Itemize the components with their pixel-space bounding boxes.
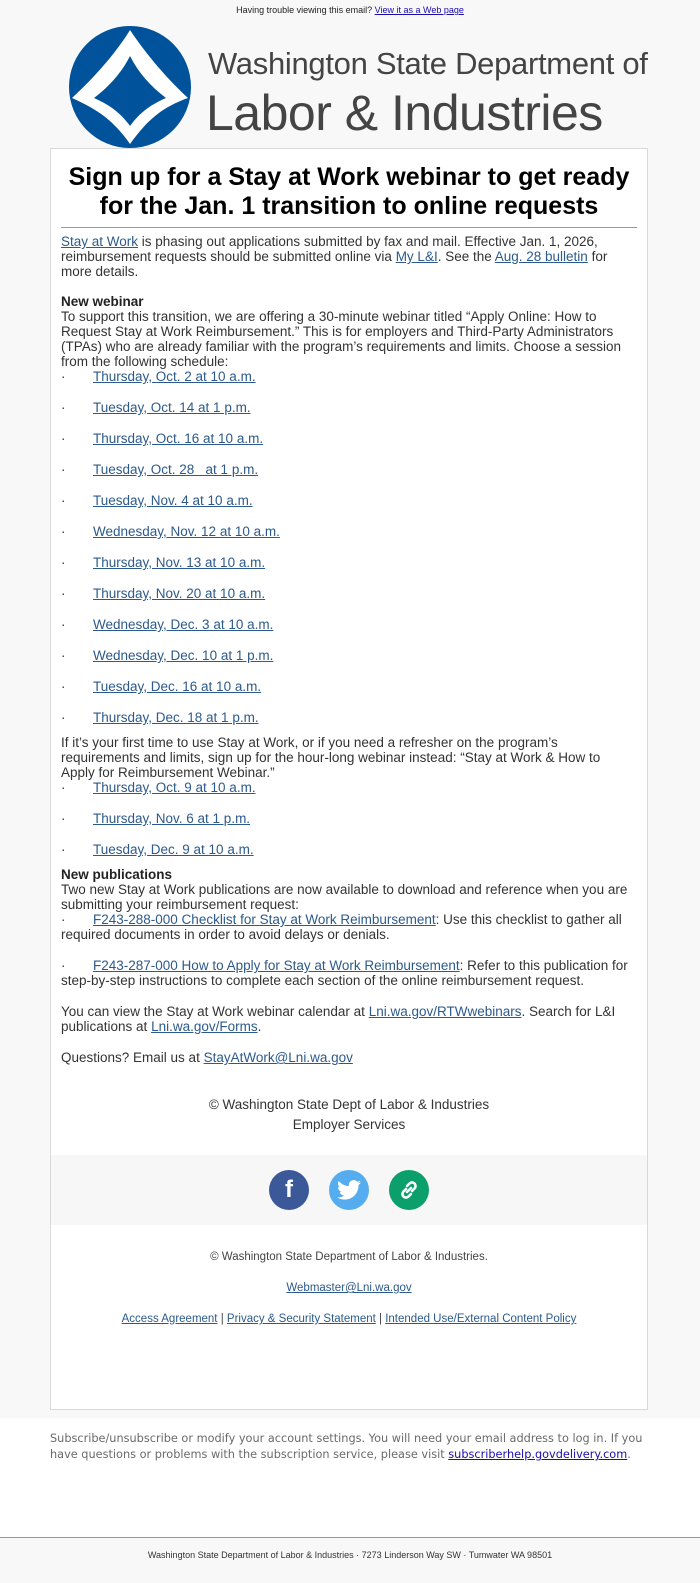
publication-item-checklist <box>61 912 637 942</box>
my-lni-link[interactable]: My L&I <box>395 249 438 264</box>
session-item <box>61 842 637 857</box>
session-link[interactable]: Thursday, Nov. 6 at 1 p.m. <box>93 811 251 826</box>
session-link[interactable]: Thursday, Nov. 13 at 10 a.m. <box>93 555 266 570</box>
bullet: · <box>61 811 66 826</box>
list-spacer <box>61 508 637 524</box>
aug-28-bulletin-link[interactable]: Aug. 28 bulletin <box>494 249 588 264</box>
refresher-paragraph: If it’s your first time to use Stay at Work, or if you need a refresher on the program’s requirements and limits, sign up for the hour-long webinar instead: “Stay at Work & How to Apply for Reimbursement Webinar.” <box>61 735 601 780</box>
facebook-icon[interactable] <box>269 1170 309 1210</box>
list-spacer <box>61 384 637 400</box>
sender-footer <box>51 1095 647 1135</box>
chain-link-icon <box>397 1178 421 1202</box>
session-link[interactable]: Thursday, Nov. 20 at 10 a.m. <box>93 586 266 601</box>
footer-copyright: © Washington State Dept of Labor & Industries <box>208 1097 490 1112</box>
publications-paragraph: Two new Stay at Work publications are now available to download and reference when you are submitting your reimbursement request: <box>61 882 628 912</box>
webinar-session-list <box>61 369 637 725</box>
social-bar <box>51 1155 647 1225</box>
session-item <box>61 431 637 446</box>
how-to-apply-publication-link[interactable]: F243-287-000 How to Apply for Stay at Work Reimbursement <box>93 958 460 973</box>
session-link[interactable]: Thursday, Oct. 16 at 10 a.m. <box>93 431 264 446</box>
calendar-paragraph <box>61 1004 637 1034</box>
session-link[interactable]: Thursday, Dec. 18 at 1 p.m. <box>93 710 259 725</box>
bullet: · <box>61 369 66 384</box>
checklist-publication-link[interactable]: F243-288-000 Checklist for Stay at Work Reimbursement <box>93 912 436 927</box>
subscriber-help-link[interactable]: subscriberhelp.govdelivery.com <box>448 1448 628 1461</box>
intro-text-1: is phasing out applications submitted by fax and mail. Effective Jan. 1, 2026, reimbursement requests should be submitted online via <box>61 234 598 264</box>
twitter-bird-icon <box>337 1180 361 1200</box>
new-publications-heading: New publications <box>61 867 173 882</box>
bullet: · <box>61 555 66 570</box>
calendar-text-3: . <box>257 1019 262 1034</box>
email-body <box>50 148 648 1410</box>
list-spacer <box>61 632 637 648</box>
subscription-end: . <box>627 1448 631 1461</box>
intended-use-link[interactable]: Intended Use/External Content Policy <box>385 1313 577 1325</box>
link-icon[interactable] <box>389 1170 429 1210</box>
publication-item-how-to-apply <box>61 958 637 988</box>
logo-line1: Washington State Department of <box>208 46 648 81</box>
webinar-paragraph: To support this transition, we are offering a 30-minute webinar titled “Apply Online: How to Request Stay at Work Reimbursement.” This is for employers and Third-Party Administrators (TPAs) who are already familiar with the program’s requirements and limits. Choose a session from the following schedule: <box>61 309 621 369</box>
refresher-session-list <box>61 780 637 857</box>
subscription-text <box>0 1418 700 1463</box>
questions-paragraph <box>61 1050 637 1065</box>
preheader-text: Having trouble viewing this email? <box>236 5 373 15</box>
session-item <box>61 710 637 725</box>
questions-text: Questions? Email us at <box>61 1050 204 1065</box>
rtw-webinars-link[interactable]: Lni.wa.gov/RTWwebinars <box>368 1004 522 1019</box>
list-spacer <box>61 795 637 811</box>
session-item <box>61 586 637 601</box>
stay-at-work-link[interactable]: Stay at Work <box>61 234 139 249</box>
session-item <box>61 493 637 508</box>
bullet: · <box>61 431 66 446</box>
session-item <box>61 400 637 415</box>
checklist-publication-text: : Use this checklist to gather all required documents in order to avoid delays or denials. <box>61 912 622 942</box>
calendar-text-1: You can view the Stay at Work webinar calendar at <box>61 1004 369 1019</box>
new-webinar-heading: New webinar <box>61 294 144 309</box>
session-link[interactable]: Thursday, Oct. 9 at 10 a.m. <box>93 780 256 795</box>
legal-links <box>51 1313 647 1325</box>
lni-logo-mark-icon <box>66 26 194 148</box>
session-item <box>61 780 637 795</box>
how-to-apply-publication-text: : Refer to this publication for step-by-step instructions to complete each section of the online reimbursement request. <box>61 958 628 988</box>
mailing-address: Washington State Department of Labor & Industries · 7273 Linderson Way SW · Tumwater WA 98501 <box>147 1550 553 1560</box>
list-spacer <box>61 570 637 586</box>
bullet: · <box>61 524 66 539</box>
bullet: · <box>61 679 66 694</box>
link-separator: | <box>375 1313 386 1325</box>
session-item <box>61 811 637 826</box>
list-spacer <box>61 663 637 679</box>
view-as-web-page-link[interactable]: View it as a Web page <box>374 5 464 15</box>
lni-logo[interactable] <box>66 26 648 148</box>
logo-line2: Labor & Industries <box>206 85 603 141</box>
bullet: · <box>61 710 66 725</box>
stay-at-work-email-link[interactable]: StayAtWork@Lni.wa.gov <box>203 1050 353 1065</box>
intro-paragraph <box>61 234 637 279</box>
link-separator: | <box>217 1313 227 1325</box>
list-spacer <box>61 477 637 493</box>
list-spacer <box>61 601 637 617</box>
session-item <box>61 679 637 694</box>
legal-copyright: © Washington State Department of Labor & Industries. <box>210 1251 488 1263</box>
session-link[interactable]: Tuesday, Dec. 9 at 10 a.m. <box>93 842 254 857</box>
list-spacer <box>61 694 637 710</box>
bullet: · <box>61 958 66 973</box>
calendar-text-2: . Search for L&I publications at <box>61 1004 616 1034</box>
bullet: · <box>61 842 66 857</box>
session-link[interactable]: Wednesday, Dec. 10 at 1 p.m. <box>93 648 274 663</box>
list-spacer <box>61 446 637 462</box>
session-item <box>61 617 637 632</box>
twitter-icon[interactable] <box>329 1170 369 1210</box>
session-link[interactable]: Tuesday, Oct. 28 at 1 p.m. <box>93 462 259 477</box>
divider <box>0 1537 700 1538</box>
legal-footer <box>51 1251 647 1325</box>
session-item <box>61 369 637 384</box>
bullet: · <box>61 912 66 927</box>
session-link[interactable]: Tuesday, Oct. 14 at 1 p.m. <box>93 400 251 415</box>
article-content <box>51 228 647 1065</box>
session-item <box>61 555 637 570</box>
bullet: · <box>61 780 66 795</box>
session-link[interactable]: Wednesday, Dec. 3 at 10 a.m. <box>93 617 274 632</box>
subscription-box <box>0 1418 700 1538</box>
privacy-security-link[interactable]: Privacy & Security Statement <box>226 1313 376 1325</box>
session-link[interactable]: Tuesday, Dec. 16 at 10 a.m. <box>93 679 262 694</box>
list-spacer <box>61 539 637 555</box>
bullet: · <box>61 493 66 508</box>
bullet: · <box>61 648 66 663</box>
facebook-glyph: f <box>285 1176 293 1203</box>
bullet: · <box>61 400 66 415</box>
preheader <box>0 5 700 15</box>
bullet: · <box>61 586 66 601</box>
intro-text-2: . See the <box>437 249 495 264</box>
session-item <box>61 462 637 477</box>
session-link[interactable]: Thursday, Oct. 2 at 10 a.m. <box>93 369 256 384</box>
forms-link[interactable]: Lni.wa.gov/Forms <box>151 1019 258 1034</box>
intro-text-3: for more details. <box>61 249 608 279</box>
subscription-message: Subscribe/unsubscribe or modify your account settings. You will need your email address to log in. If you have questions or problems with the subscription service, please visit <box>50 1432 643 1461</box>
session-item <box>61 648 637 663</box>
headline: Sign up for a Stay at Work webinar to get ready for the Jan. 1 transition to online requests <box>61 163 637 228</box>
access-agreement-link[interactable]: Access Agreement <box>121 1313 218 1325</box>
bullet: · <box>61 617 66 632</box>
session-link[interactable]: Tuesday, Nov. 4 at 10 a.m. <box>93 493 253 508</box>
bullet: · <box>61 462 66 477</box>
list-spacer <box>61 415 637 431</box>
list-spacer <box>61 826 637 842</box>
footer-program: Employer Services <box>292 1117 406 1132</box>
webmaster-email-link[interactable]: Webmaster@Lni.wa.gov <box>286 1282 412 1294</box>
session-item <box>61 524 637 539</box>
session-link[interactable]: Wednesday, Nov. 12 at 10 a.m. <box>93 524 280 539</box>
